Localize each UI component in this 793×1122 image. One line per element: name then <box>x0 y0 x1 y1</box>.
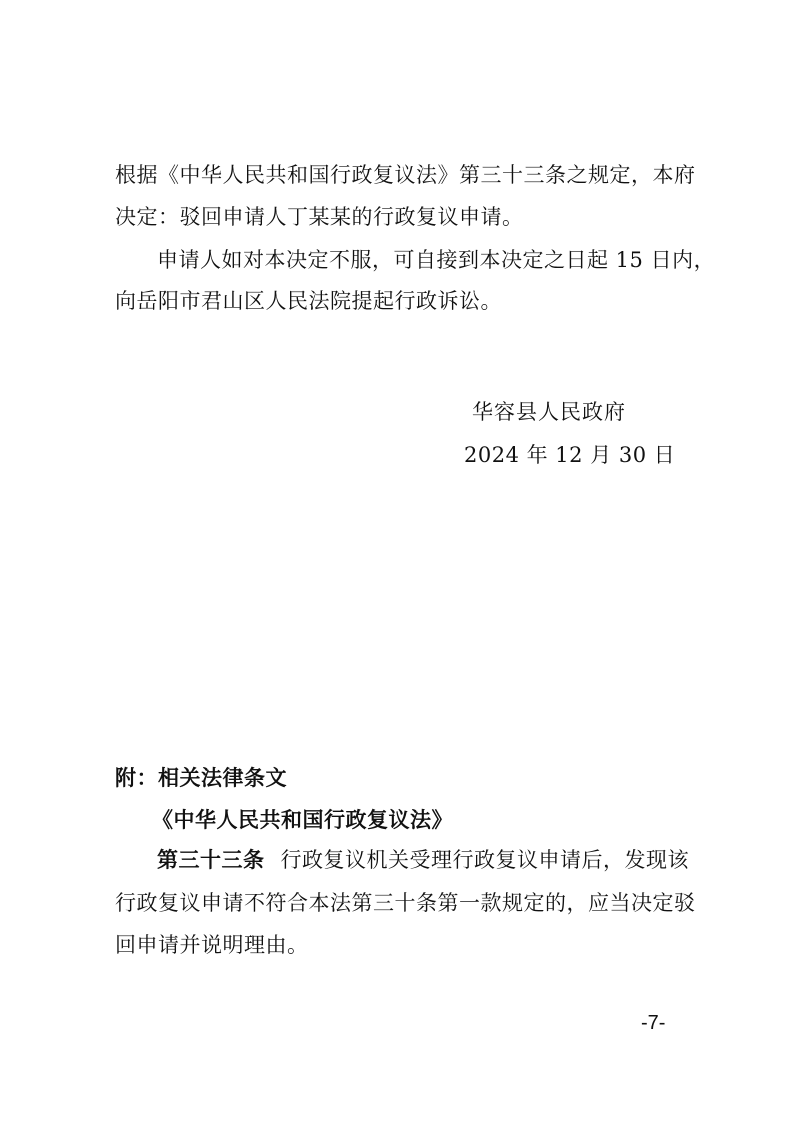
appeal-notice-line-1: 申请人如对本决定不服，可自接到本决定之日起 15 日内， <box>157 248 716 272</box>
issuing-organization: 华容县人民政府 <box>472 400 626 424</box>
page-number: -7- <box>641 1012 666 1034</box>
law-title: 《中华人民共和国行政复议法》 <box>152 808 453 832</box>
article-line-1 <box>157 846 689 874</box>
article-text-1: 行政复议机关受理行政复议申请后，发现该 <box>280 848 689 872</box>
appeal-notice-line-2: 向岳阳市君山区人民法院提起行政诉讼。 <box>115 289 502 313</box>
article-label: 第三十三条 <box>157 848 265 872</box>
article-line-2: 行政复议申请不符合本法第三十条第一款规定的，应当决定驳 <box>115 891 696 915</box>
article-line-3: 回申请并说明理由。 <box>115 933 309 957</box>
appendix-heading: 附：相关法律条文 <box>115 766 287 790</box>
issue-date: 2024 年 12 月 30 日 <box>464 443 676 467</box>
decision-line-1: 根据《中华人民共和国行政复议法》第三十三条之规定，本府 <box>115 163 696 187</box>
decision-line-2: 决定：驳回申请人丁某某的行政复议申请。 <box>115 205 524 229</box>
